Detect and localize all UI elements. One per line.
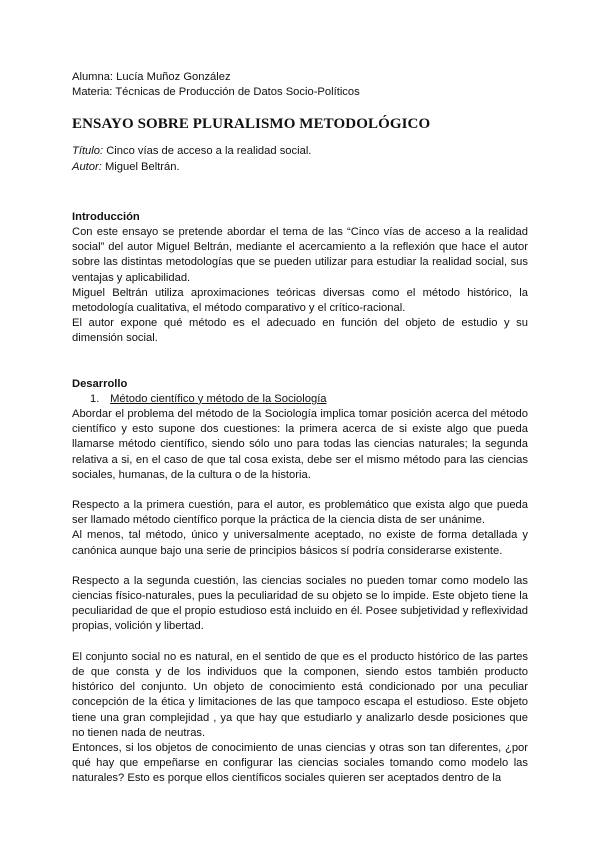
student-label: Alumna: (72, 71, 114, 83)
spacer (72, 635, 528, 650)
desarrollo-heading: Desarrollo (72, 377, 128, 390)
intro-paragraph-1: Con este ensayo se pretende abordar el tema de las “Cinco vías de acceso a la realidad social” del autor Miguel Beltrán, mediante el acercamiento a la reflexión que hace el autor sobre las distintas metodologías que se pueden utilizar para estudiar la realidad social, sus ventajas y aplicabilidad. (72, 226, 528, 284)
subject-label: Materia: (72, 86, 113, 99)
work-author-line (72, 160, 528, 175)
work-author-value: Miguel Beltrán. (104, 160, 180, 173)
intro-heading: Introducción (72, 210, 140, 223)
intro-paragraph-3: El autor expone qué método es el adecuado en función del objeto de estudio y su dimensión social. (72, 317, 528, 345)
essay-title: ENSAYO SOBRE PLURALISMO METODOLÓGICO (72, 116, 431, 133)
work-title-line (72, 144, 528, 159)
student-line (72, 70, 528, 85)
desarrollo-paragraph-4: Respecto a la segunda cuestión, las ciencias sociales no pueden tomar como modelo las ciencias físico-naturales, pues la peculiaridad de su objeto se lo impide. Este objeto tiene la peculiaridad de que el propio estudioso está incluido en él. Posee subjetividad y reflexividad propias, volición y libertad. (72, 574, 528, 633)
subject-line (72, 85, 528, 100)
document-body (72, 70, 528, 787)
desarrollo-paragraph-3: Al menos, tal método, único y universalmente aceptado, no existe de forma detallada y canónica aunque bajo una serie de principios básicos sí podría considerarse existente. (72, 529, 528, 557)
spacer (72, 347, 528, 377)
desarrollo-paragraph-5: El conjunto social no es natural, en el sentido de que es el producto histórico de las partes de que consta y de los individuos que la componen, siendo estos también producto histórico del conjunto. Un objeto de conocimiento está condicionado por una peculiar concepción de la ética y limitaciones de las que tampoco escapa el estudioso. Este objeto tiene una gran complejidad , ya que hay que estudiarlo y analizarlo desde posiciones que no tienen nada de neutras. (72, 650, 528, 739)
desarrollo-paragraph-6: Entonces, si los objetos de conocimiento de unas ciencias y otras son tan diferentes, ¿por qué hay que empeñarse en configurar las ciencias sociales tomando como modelo las naturales? Esto es porque ellos científicos sociales quieren ser aceptados dentro de la (72, 741, 528, 785)
spacer (72, 175, 528, 210)
spacer (72, 559, 528, 574)
list-item-text: Método científico y método de la Sociología (110, 392, 327, 405)
numbered-list-item (72, 392, 528, 407)
intro-paragraph-2: Miguel Beltrán utiliza aproximaciones teóricas diversas como el método histórico, la metodología cualitativa, el método comparativo y el crítico-racional. (72, 286, 528, 315)
work-author-label: Autor: (72, 160, 102, 173)
student-name: Lucía Muñoz González (116, 71, 231, 83)
work-title-value: Cinco vías de acceso a la realidad social. (106, 145, 312, 158)
subject-name: Técnicas de Producción de Datos Socio-Políticos (115, 86, 360, 99)
work-title-label: Título: (72, 145, 104, 158)
desarrollo-paragraph-1: Abordar el problema del método de la Sociología implica tomar posición acerca del método científico y esto supone dos cuestiones: la primera acerca de si existe algo que pueda llamarse método científico, siendo sólo uno para todas las ciencias naturales; la segunda relativa a si, en el caso de que tal cosa exista, debe ser el mismo método para las ciencias sociales, humanas, de la cultura o de la historia. (72, 408, 528, 481)
desarrollo-paragraph-2: Respecto a la primera cuestión, para el autor, es problemático que exista algo que pueda ser llamado método científico porque la práctica de la ciencia dista de ser unánime. (72, 499, 528, 527)
list-item-number: 1. (90, 392, 100, 405)
spacer (72, 483, 528, 498)
